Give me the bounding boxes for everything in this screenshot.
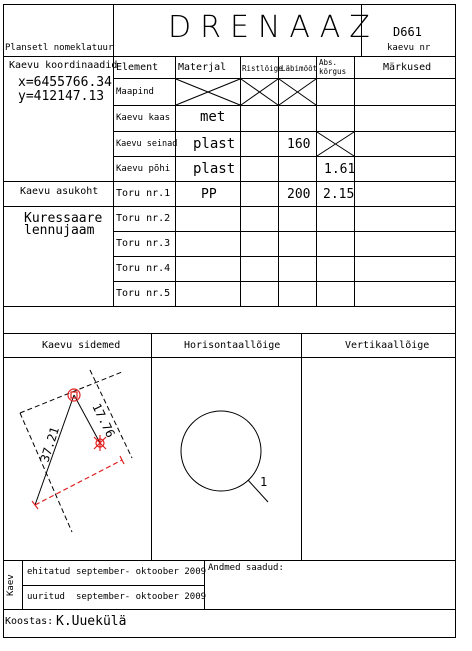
row-element: Toru nr.1 — [116, 188, 171, 199]
location-line2: lennujaam — [24, 223, 95, 238]
header-abs-height-1: Abs. — [319, 58, 338, 67]
author-name: K.Uuekülä — [56, 614, 127, 629]
well-id: D661 — [393, 25, 422, 39]
surveyed-label: uuritud — [27, 592, 65, 602]
sheet-title: DRENAAZ — [168, 10, 379, 45]
dim-short-label: 17.76 — [89, 401, 118, 440]
built-dates: september- oktoober 2009 — [76, 567, 207, 577]
row-element: Kaevu seinad — [116, 139, 178, 149]
well-circle-icon — [181, 411, 261, 491]
header-diameter: Läbimõõt — [281, 64, 318, 73]
row-diameter: 200 — [287, 187, 311, 202]
location-line1: Kuressaare — [24, 211, 103, 226]
row-material: plast — [193, 136, 236, 152]
well-side-label: Kaev — [6, 574, 16, 596]
surveyed-dates: september- oktoober 2009 — [76, 592, 207, 602]
connections-label: Kaevu sidemed — [42, 340, 121, 351]
vertical-section-label: Vertikaallõige — [345, 340, 430, 351]
row-material: plast — [193, 161, 236, 177]
dim-long-label: 37.21 — [37, 425, 63, 464]
row-element: Toru nr.3 — [116, 238, 171, 249]
built-label: ehitatud — [27, 567, 71, 577]
coords-label: Kaevu koordinaadid — [9, 60, 118, 71]
header-notes: Märkused — [383, 62, 432, 73]
header-abs-height-2: kõrgus — [319, 67, 347, 76]
row-element: Kaevu kaas — [116, 113, 171, 123]
pipe-number-label: 1 — [260, 475, 268, 489]
row-element: Kaevu põhi — [116, 164, 171, 174]
well-id-caption: kaevu nr — [387, 43, 431, 53]
row-element: Toru nr.5 — [116, 288, 171, 299]
header-cross-section: Ristlõige — [242, 64, 283, 73]
author-label: Koostas: — [5, 616, 54, 627]
row-element: Toru nr.2 — [116, 213, 171, 224]
location-label: Kaevu asukoht — [20, 186, 99, 197]
row-element: Maapind — [116, 87, 154, 97]
coord-y: y=412147.13 — [18, 89, 105, 104]
row-material: PP — [201, 187, 217, 202]
header-material: Materjal — [178, 62, 227, 73]
coord-x: x=6455766.34 — [18, 75, 112, 90]
row-height: 2.15 — [323, 187, 355, 202]
data-received-label: Andmed saadud: — [208, 563, 284, 573]
horizontal-section-label: Horisontaallõige — [184, 340, 281, 351]
row-material: met — [200, 109, 226, 125]
header-element: Element — [116, 62, 159, 73]
row-element: Toru nr.4 — [116, 263, 171, 274]
row-height: 1.61 — [324, 162, 356, 177]
row-diameter: 160 — [287, 137, 311, 152]
plan-nomenclature-label: Plansetl nomeklatuur — [5, 43, 114, 53]
